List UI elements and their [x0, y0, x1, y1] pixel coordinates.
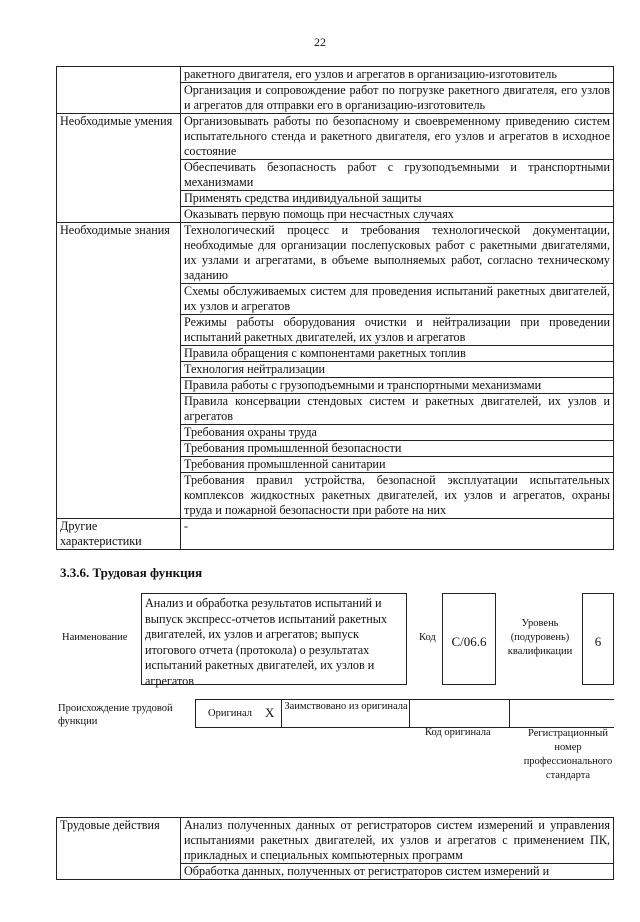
required-knowledge-row [57, 223, 614, 284]
required-skills-label: Необходимые умения [57, 114, 181, 223]
origin-row [195, 699, 614, 728]
required-knowledge-item: Режимы работы оборудования очистки и нейтрализации при проведении испытаний ракетных двигателей, их узлов и агрегатов [181, 315, 614, 346]
labor-actions-row [57, 818, 614, 864]
original-cell [195, 700, 281, 727]
continuation-label [57, 67, 181, 114]
labor-actions-item: Анализ полученных данных от регистраторов систем измерений и управления испытаниями ракетных двигателей, их узлов и агрегатов с применением ПК, прикладных и специальных компьютерных программ [181, 818, 614, 864]
required-skills-item: Обеспечивать безопасность работ с грузоподъемными и транспортными механизмами [181, 160, 614, 191]
reg-number-caption: Регистрационный номер профессионального стандарта [523, 728, 613, 781]
required-knowledge-item: Требования правил устройства, безопасной эксплуатации испытательных комплексов жидкостных ракетных двигателей, их узлов и агрегатов, охраны труда и пожарной безопасности при работе на них [181, 473, 614, 519]
original-label: Оригинал [208, 708, 252, 719]
required-knowledge-item: Правила обращения с компонентами ракетных топлив [181, 346, 614, 362]
required-knowledge-item: Технологический процесс и требования технологической документации, необходимые для организации послепусковых работ с ракетными двигателями, их узлами и агрегатами, в объеме выполняемых работ, согласно техническому заданию [181, 223, 614, 284]
original-code-caption: Код оригинала [425, 727, 491, 738]
origin-label: Происхождение трудовой функции [58, 703, 173, 727]
page-number: 22 [314, 35, 326, 49]
other-characteristics-label: Другие характеристики [57, 519, 181, 550]
continuation-row [57, 67, 614, 83]
original-mark: X [265, 705, 275, 720]
required-knowledge-item: Требования промышленной санитарии [181, 457, 614, 473]
required-knowledge-item: Требования охраны труда [181, 425, 614, 441]
required-skills-item: Организовывать работы по безопасному и своевременному приведению систем испытательного стенда и ракетного двигателя, его узлов и агрегатов в исходное состояние [181, 114, 614, 160]
function-name-value: Анализ и обработка результатов испытаний и выпуск экспресс-отчетов испытаний ракетных двигателей, их узлов и агрегатов; выпуск итогового отчета (протокола) о результатах испытаний ракетных двигателей, их узлов и агрегатов [141, 593, 407, 685]
required-skills-item: Оказывать первую помощь при несчастных случаях [181, 207, 614, 223]
required-knowledge-item: Правила работы с грузоподъемными и транспортными механизмами [181, 378, 614, 394]
other-characteristics-row [57, 519, 614, 550]
borrowed-cell [281, 700, 409, 727]
required-skills-item: Применять средства индивидуальной защиты [181, 191, 614, 207]
qualification-level-label: Уровень (подуровень) квалификации [507, 618, 573, 657]
continuation-item: Организация и сопровождение работ по погрузке ракетного двигателя, его узлов и агрегатов для отправки его в организацию-изготовитель [181, 83, 614, 114]
labor-actions-table [56, 817, 614, 880]
continuation-item: ракетного двигателя, его узлов и агрегатов в организацию-изготовитель [181, 67, 614, 83]
borrowed-label: Заимствовано из оригинала [284, 701, 408, 712]
code-value: C/06.6 [442, 593, 496, 685]
required-knowledge-item: Правила консервации стендовых систем и ракетных двигателей, их узлов и агрегатов [181, 394, 614, 425]
code-label: Код [419, 632, 436, 643]
required-knowledge-item: Схемы обслуживаемых систем для проведения испытаний ракетных двигателей, их узлов и агрегатов [181, 284, 614, 315]
original-code-cell [409, 700, 509, 727]
labor-actions-label: Трудовые действия [57, 818, 181, 880]
section-title: 3.3.6. Трудовая функция [60, 565, 203, 580]
other-characteristics-item: - [181, 519, 614, 550]
name-label: Наименование [62, 632, 128, 643]
required-knowledge-item: Технология нейтрализации [181, 362, 614, 378]
labor-actions-item: Обработка данных, полученных от регистраторов систем измерений и [181, 864, 614, 880]
requirements-table [56, 66, 614, 550]
required-knowledge-label: Необходимые знания [57, 223, 181, 519]
required-skills-row [57, 114, 614, 160]
reg-number-cell [509, 700, 614, 727]
required-knowledge-item: Требования промышленной безопасности [181, 441, 614, 457]
qualification-level-value: 6 [582, 593, 614, 685]
